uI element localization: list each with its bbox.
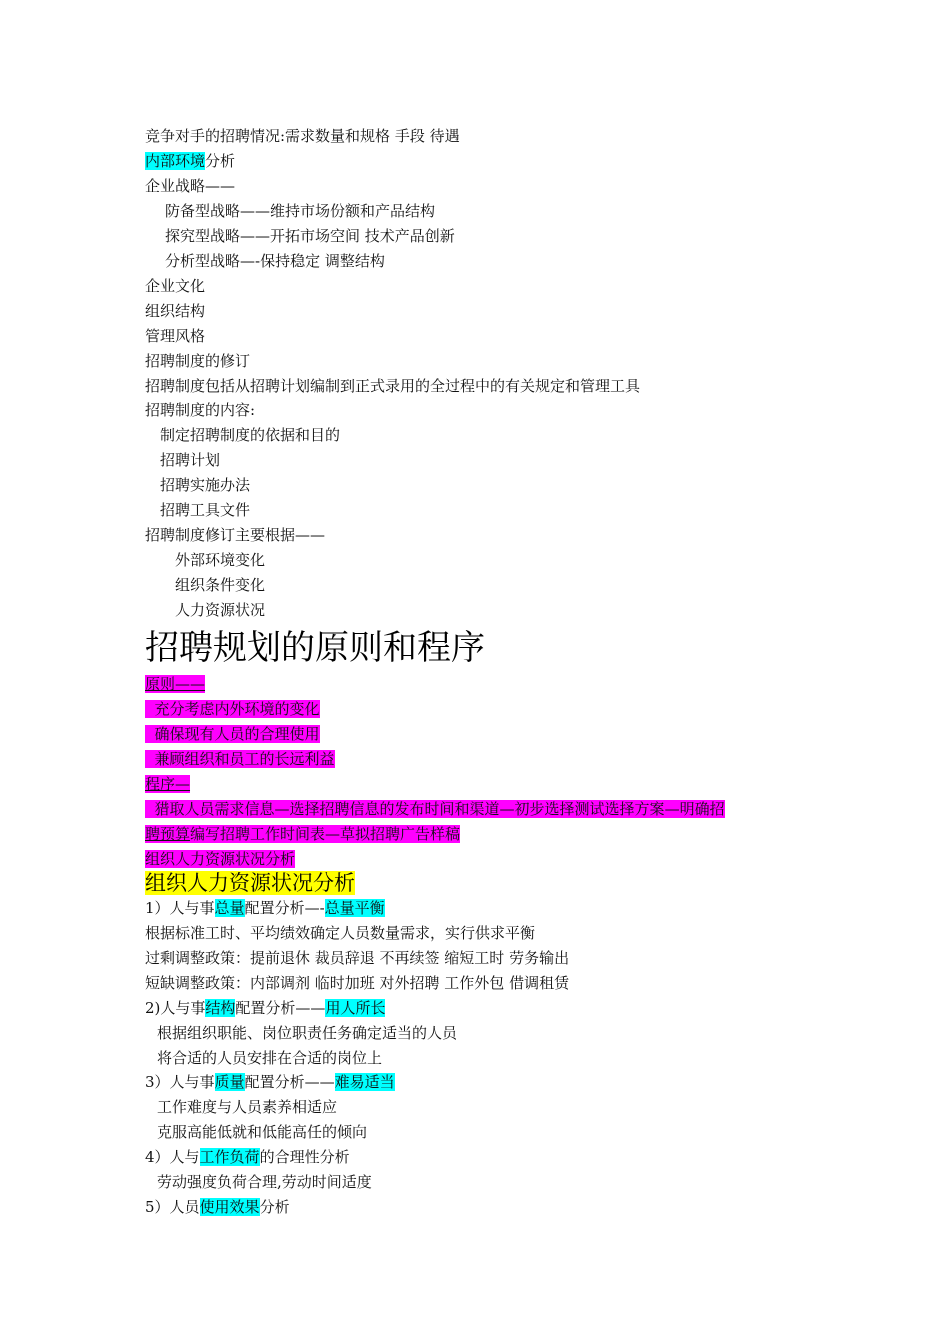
highlighted-text: 编写招聘工作时间表—草拟招聘广告样稿 (190, 825, 461, 843)
text-line: 制定招聘制度的依据和目的 (160, 426, 341, 444)
text-line (145, 697, 320, 722)
text-line: 外部环境变化 (175, 551, 266, 569)
highlighted-term: 质量 (214, 1073, 245, 1091)
text-line (145, 797, 725, 822)
text-span: 充分考虑内外环境的变化 (154, 700, 320, 718)
highlighted-text: 程序— (145, 775, 191, 793)
text-line (145, 722, 320, 747)
text-line (145, 772, 190, 797)
text-span: 分析 (259, 1198, 290, 1216)
text-span: 配置分析—- (244, 899, 325, 917)
text-line (145, 1145, 350, 1170)
text-line: 企业战略—— (145, 177, 236, 195)
text-span: 2)人与事 (145, 999, 206, 1017)
text-line: 分析型战略—-保持稳定 调整结构 (165, 252, 385, 270)
text-line: 竞争对手的招聘情况:需求数量和规格 手段 待遇 (145, 127, 460, 145)
highlighted-term: 总量 (214, 899, 245, 917)
highlighted-text: —明确招 (664, 800, 725, 818)
text-line (145, 149, 235, 174)
text-line (145, 1195, 290, 1220)
highlighted-term: 内部环境 (145, 152, 206, 170)
text-line: 招聘工具文件 (160, 501, 251, 519)
text-line (145, 747, 335, 772)
text-line: 过剩调整政策：提前退休 裁员辞退 不再续签 缩短工时 劳务输出 (145, 949, 570, 967)
text-span: 1）人与事 (145, 899, 215, 917)
highlighted-text (145, 800, 665, 818)
text-line: 探究型战略——开拓市场空间 技术产品创新 (165, 227, 455, 245)
text-line (145, 672, 205, 697)
text-line: 招聘制度包括从招聘计划编制到正式录用的全过程中的有关规定和管理工具 (145, 377, 641, 395)
highlighted-text: 原则—— (145, 675, 206, 693)
text-span: 5）人员 (145, 1198, 200, 1216)
text-span: 兼顾组织和员工的长远利益 (154, 750, 335, 768)
text-line: 短缺调整政策：内部调剂 临时加班 对外招聘 工作外包 借调租赁 (145, 974, 570, 992)
text-line: 根据组织职能、岗位职责任务确定适当的人员 (157, 1024, 458, 1042)
subsection-heading (145, 869, 355, 897)
text-line: 企业文化 (145, 277, 206, 295)
text-line: 工作难度与人员素养相适应 (157, 1098, 338, 1116)
text-line: 招聘制度的内容: (145, 401, 256, 419)
text-line (145, 1070, 395, 1095)
highlighted-term: 总量平衡 (324, 899, 385, 917)
highlighted-text (145, 750, 335, 768)
text-line: 管理风格 (145, 327, 206, 345)
text-line: 将合适的人员安排在合适的岗位上 (157, 1049, 383, 1067)
text-line: 人力资源状况 (175, 601, 266, 619)
highlighted-text (145, 725, 320, 743)
text-line (145, 896, 385, 921)
text-line: 招聘制度修订主要根据—— (145, 526, 326, 544)
highlighted-term: 使用效果 (199, 1198, 260, 1216)
text-line: 劳动强度负荷合理,劳动时间适度 (157, 1173, 372, 1191)
text-span: 分析 (205, 152, 236, 170)
text-line: 组织条件变化 (175, 576, 266, 594)
highlighted-text (145, 700, 320, 718)
highlighted-term: 工作负荷 (199, 1148, 260, 1166)
text-line: 根据标准工时、平均绩效确定人员数量需求，实行供求平衡 (145, 924, 536, 942)
text-line: 招聘制度的修订 (145, 352, 251, 370)
highlighted-text: 组织人力资源状况分析 (145, 850, 296, 868)
text-span: 猎取人员需求信息—选择招聘信息的发布时间和渠道—初步选择测试选择方案 (154, 800, 665, 818)
text-line: 防备型战略——维持市场份额和产品结构 (165, 202, 436, 220)
text-span: 3）人与事 (145, 1073, 215, 1091)
highlighted-heading: 组织人力资源状况分析 (145, 871, 355, 895)
text-line: 组织结构 (145, 302, 206, 320)
text-line (145, 822, 460, 847)
text-line: 招聘计划 (160, 451, 221, 469)
text-line (145, 996, 385, 1021)
text-span: 4）人与 (145, 1148, 200, 1166)
text-span: 确保现有人员的合理使用 (154, 725, 320, 743)
text-span: 配置分析—— (244, 1073, 335, 1091)
section-heading: 招聘规划的原则和程序 (145, 628, 485, 668)
highlighted-text: 聘预算 (145, 825, 191, 843)
highlighted-term: 难易适当 (334, 1073, 395, 1091)
text-line: 克服高能低就和低能高任的倾向 (157, 1123, 368, 1141)
text-span: 的合理性分析 (259, 1148, 350, 1166)
text-span: 配置分析—— (235, 999, 326, 1017)
highlighted-term: 用人所长 (325, 999, 386, 1017)
highlighted-term: 结构 (205, 999, 236, 1017)
text-line: 招聘实施办法 (160, 476, 251, 494)
